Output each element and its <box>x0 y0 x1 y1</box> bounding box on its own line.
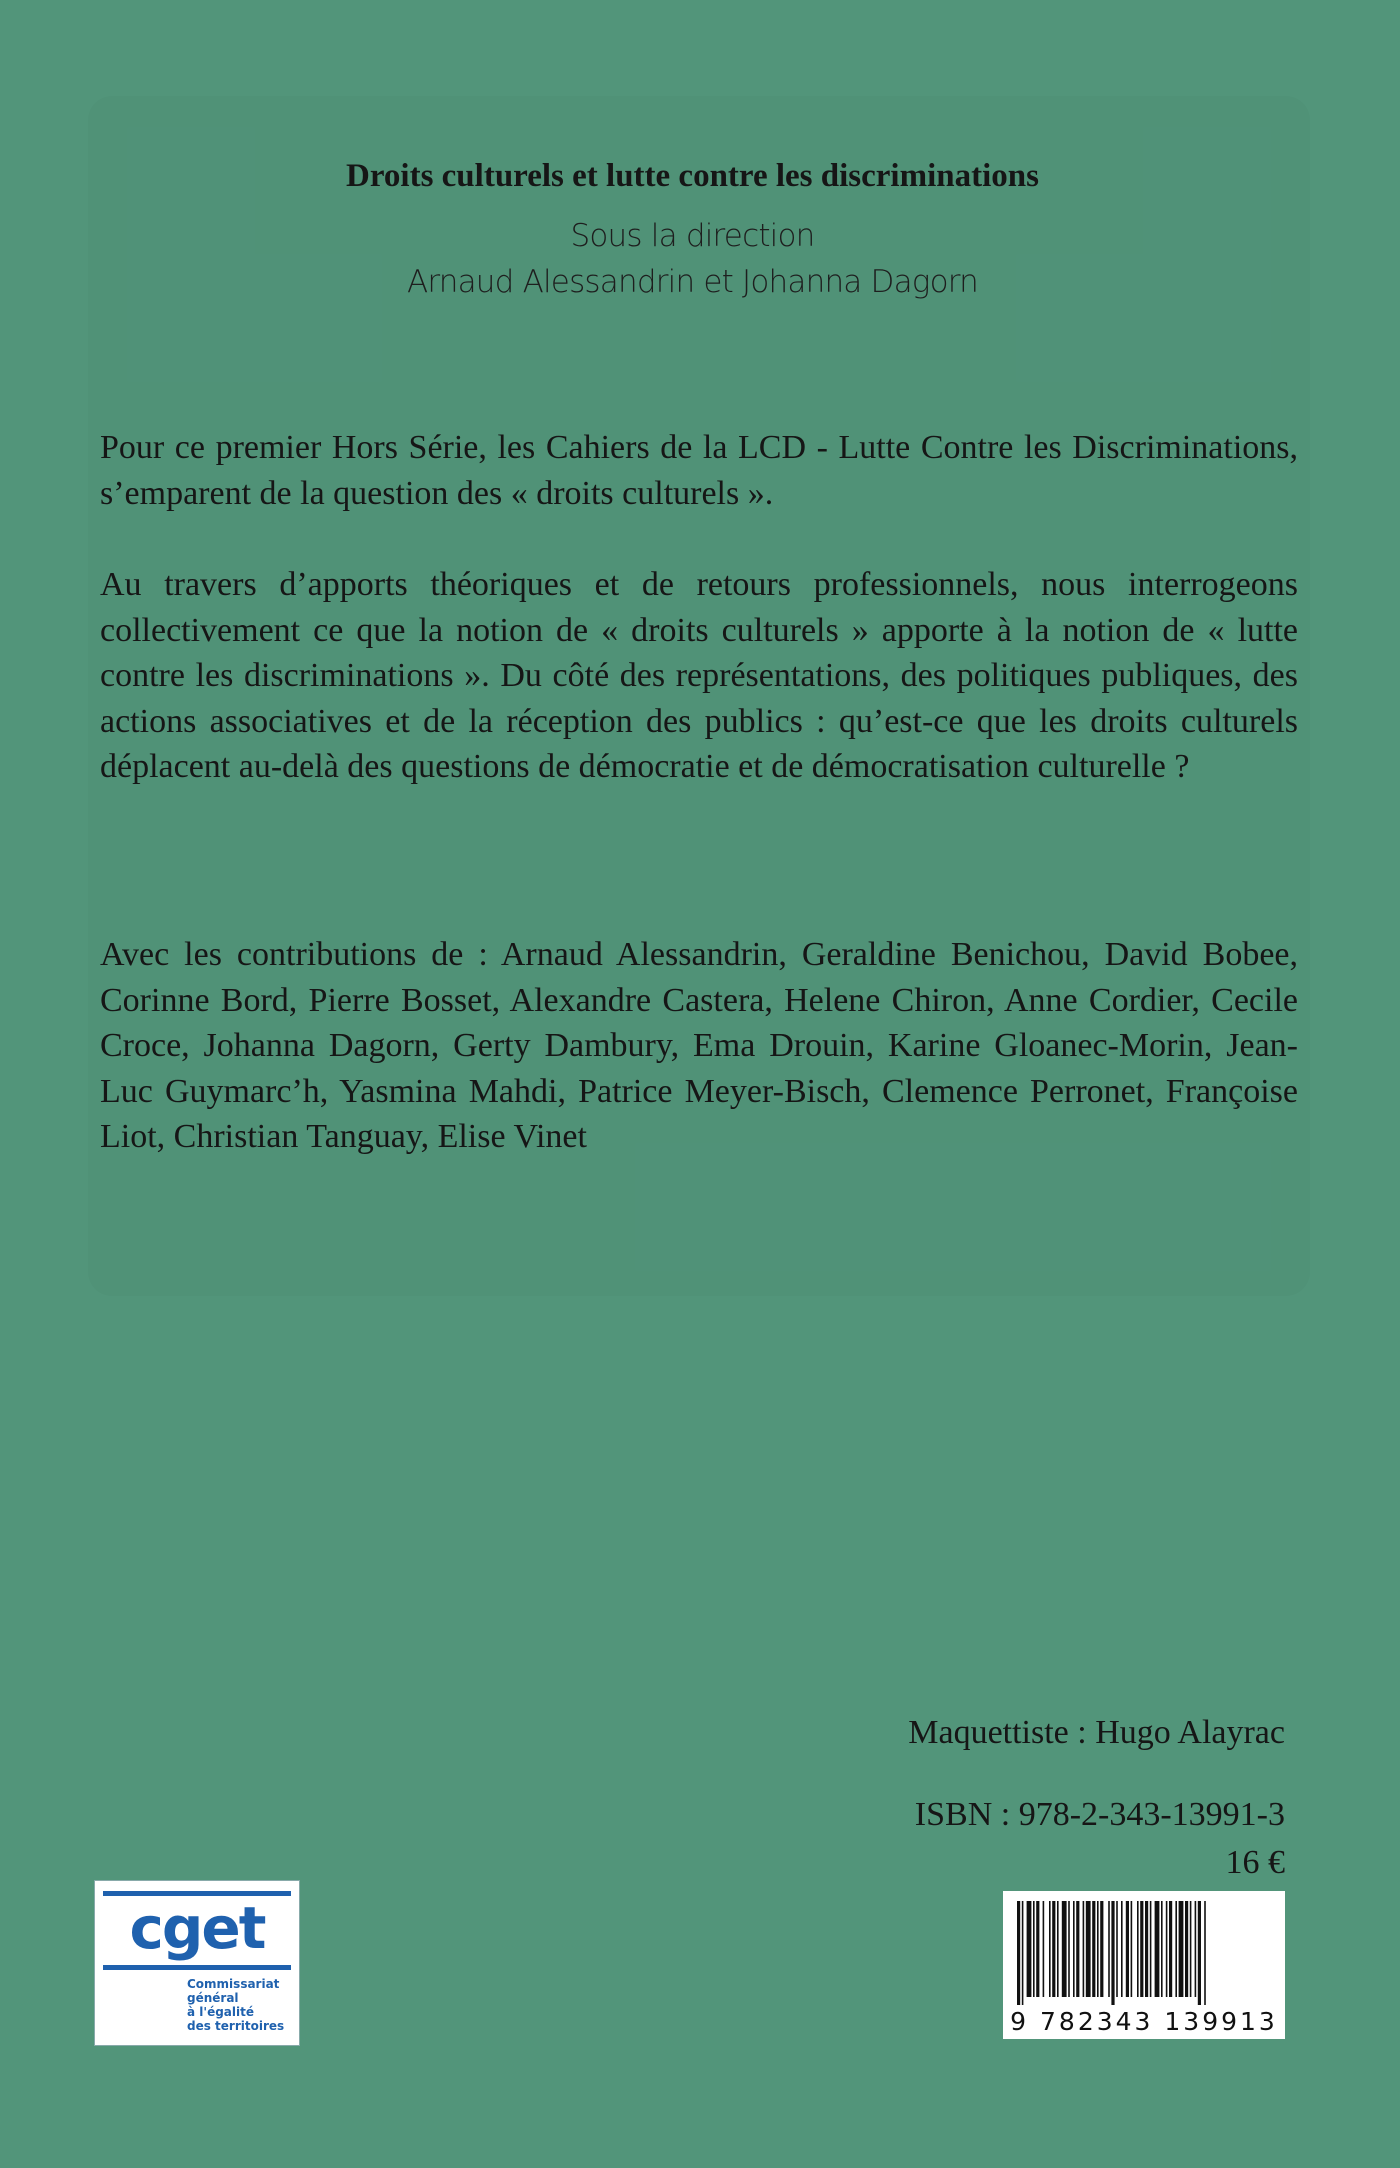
logo-caption-line: général <box>187 1991 239 2005</box>
barcode-bar <box>1166 1901 1168 1997</box>
isbn-barcode <box>1003 1891 1285 2039</box>
direction-label: Sous la direction <box>570 218 815 254</box>
barcode-bar <box>1057 1901 1059 1997</box>
barcode-bar <box>1131 1901 1133 1997</box>
barcode-bar <box>1092 1901 1095 1997</box>
barcode-bar <box>1043 1901 1045 1997</box>
barcode-bar <box>1086 1901 1091 1997</box>
barcode-bar <box>1033 1901 1035 1997</box>
barcode-bar <box>1195 1901 1197 1997</box>
cget-logo <box>94 1880 300 2046</box>
barcode-bar <box>1083 1901 1085 1997</box>
barcode-bar <box>1076 1901 1079 1997</box>
barcode-bar <box>1062 1901 1067 1997</box>
barcode-digits: 9 782343 139913 <box>1010 2007 1278 2036</box>
logo-wordmark: cget <box>129 1894 265 1962</box>
barcode-bar <box>1179 1901 1184 1997</box>
barcode-bar <box>1068 1901 1070 1997</box>
barcode-bar <box>1175 1901 1177 1997</box>
price: 16 € <box>1225 1844 1285 1881</box>
barcode-bar <box>1022 1901 1024 2005</box>
intro-paragraph: Pour ce premier Hors Série, les Cahiers de la LCD - Lutte Contre les Discriminations, s’emparent de la question des « droits culturels ». <box>100 429 1298 512</box>
logo-caption <box>187 1977 295 2033</box>
barcode-bar <box>1204 1901 1206 2005</box>
summary-paragraph: Au travers d’apports théoriques et de retours professionnels, nous interrogeons collectivement ce que la notion de « droits culturels » apporte à la notion de « lutte contre les discriminations ». Du côté des représentations, des politiques publiques, des actions associatives et de la réception des publics : qu’est-ce que les droits culturels déplacent au-delà des questions de démocratie et de démocratisation culturelle ? <box>100 566 1298 785</box>
barcode-bar <box>1108 1901 1110 1997</box>
barcode-bar <box>1145 1901 1148 1997</box>
barcode-bar <box>1198 1901 1201 2005</box>
barcode-bar <box>1150 1901 1152 1997</box>
barcode-bar <box>1140 1901 1143 1997</box>
barcode-bar <box>1155 1901 1160 1997</box>
book-title: Droits culturels et lutte contre les discriminations <box>346 158 1039 194</box>
barcode-bar <box>1185 1901 1188 1997</box>
barcode-bar <box>1126 1901 1129 1997</box>
barcode-bar <box>1036 1901 1039 1997</box>
editors: Arnaud Alessandrin et Johanna Dagorn <box>406 264 979 300</box>
barcode-bar <box>1017 1901 1020 2005</box>
barcode-bars-icon <box>1003 1891 1285 2011</box>
barcode-bar <box>1116 1901 1118 1997</box>
isbn: ISBN : 978-2-343-13991-3 <box>914 1796 1285 1833</box>
contributors-paragraph: Avec les contributions de : Arnaud Alessandrin, Geraldine Benichou, David Bobee, Corinne Bord, Pierre Bosset, Alexandre Castera, Helene Chiron, Anne Cordier, Cecile Croce, Johanna Dagorn, Gerty Dambury, Ema Drouin, Karine Gloanec-Morin, Jean-Luc Guymarc’h, Yasmina Mahdi, Patrice Meyer-Bisch, Clemence Perronet, Françoise Liot, Christian Tanguay, Elise Vinet <box>100 936 1298 1155</box>
barcode-bar <box>1073 1901 1075 1997</box>
barcode-bar <box>1049 1901 1051 1997</box>
designer-credit: Maquettiste : Hugo Alayrac <box>908 1714 1285 1751</box>
barcode-bar <box>1190 1901 1192 1997</box>
logo-caption-line: à l'égalité <box>187 2005 254 2019</box>
barcode-bar <box>1169 1901 1172 1997</box>
barcode-bar <box>1137 1901 1139 1997</box>
barcode-bar <box>1121 1901 1123 1997</box>
barcode-bar <box>1161 1901 1163 1997</box>
logo-caption-line: des territoires <box>187 2019 285 2033</box>
barcode-bar <box>1100 1901 1103 1997</box>
barcode-bar <box>1027 1901 1032 1997</box>
barcode-bar <box>1097 1901 1099 1997</box>
barcode-bar <box>1111 1901 1114 2005</box>
logo-rule-bottom <box>103 1965 291 1970</box>
logo-caption-line: Commissariat <box>187 1977 280 1991</box>
barcode-bar <box>1052 1901 1055 1997</box>
